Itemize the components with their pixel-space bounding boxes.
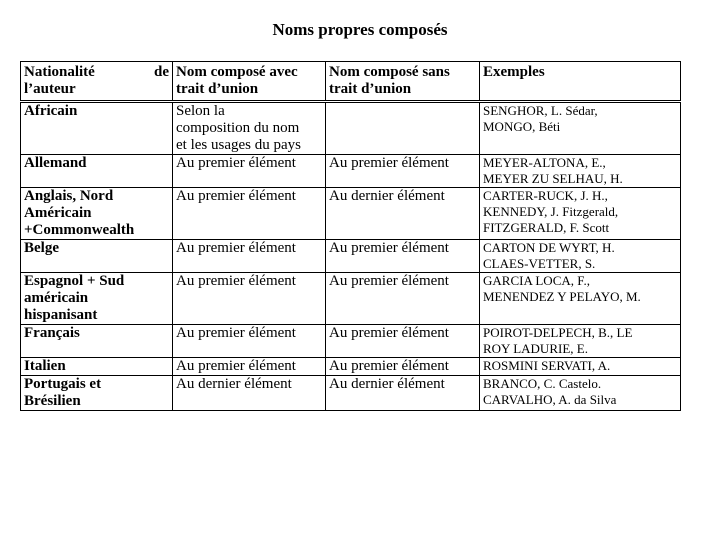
- table-row: [21, 358, 681, 376]
- table-body: [21, 102, 681, 411]
- header-nationality: [21, 62, 173, 102]
- cell-examples: BRANCO, C. Castelo. CARVALHO, A. da Silva: [480, 376, 681, 411]
- header-nationality-left: Nationalité: [24, 64, 95, 80]
- cell-without-hyphen: Au premier élément: [326, 273, 480, 325]
- cell-without-hyphen: Au premier élément: [326, 155, 480, 188]
- cell-examples: POIROT-DELPECH, B., LE ROY LADURIE, E.: [480, 325, 681, 358]
- cell-nationality: Espagnol + Sud américain hispanisant: [21, 273, 173, 325]
- cell-examples: SENGHOR, L. Sédar, MONGO, Béti: [480, 102, 681, 155]
- table-row: [21, 240, 681, 273]
- header-examples: Exemples: [480, 62, 681, 102]
- header-nationality-line1: [24, 64, 169, 81]
- cell-without-hyphen: Au dernier élément: [326, 376, 480, 411]
- table-header: [21, 62, 681, 102]
- cell-examples: MEYER-ALTONA, E., MEYER ZU SELHAU, H.: [480, 155, 681, 188]
- table-row: [21, 376, 681, 411]
- table-row: [21, 273, 681, 325]
- compound-names-table: [20, 61, 681, 411]
- cell-nationality: Anglais, Nord Américain +Commonwealth: [21, 188, 173, 240]
- cell-with-hyphen: Au premier élément: [173, 188, 326, 240]
- header-without-hyphen: Nom composé sans trait d’union: [326, 62, 480, 102]
- cell-nationality: Italien: [21, 358, 173, 376]
- table-row: [21, 325, 681, 358]
- cell-with-hyphen: Au premier élément: [173, 240, 326, 273]
- cell-nationality: Allemand: [21, 155, 173, 188]
- cell-without-hyphen: Au premier élément: [326, 358, 480, 376]
- table-row: [21, 188, 681, 240]
- cell-examples: ROSMINI SERVATI, A.: [480, 358, 681, 376]
- cell-nationality: Portugais et Brésilien: [21, 376, 173, 411]
- cell-without-hyphen: [326, 102, 480, 155]
- cell-nationality: Français: [21, 325, 173, 358]
- cell-with-hyphen: Au dernier élément: [173, 376, 326, 411]
- cell-with-hyphen: Au premier élément: [173, 358, 326, 376]
- cell-with-hyphen: Au premier élément: [173, 273, 326, 325]
- cell-with-hyphen: Selon la composition du nom et les usages du pays: [173, 102, 326, 155]
- cell-examples: GARCIA LOCA, F., MENENDEZ Y PELAYO, M.: [480, 273, 681, 325]
- header-nationality-right: de: [154, 64, 169, 80]
- cell-nationality: Belge: [21, 240, 173, 273]
- cell-without-hyphen: Au premier élément: [326, 240, 480, 273]
- table-row: [21, 155, 681, 188]
- cell-without-hyphen: Au dernier élément: [326, 188, 480, 240]
- cell-without-hyphen: Au premier élément: [326, 325, 480, 358]
- cell-with-hyphen: Au premier élément: [173, 155, 326, 188]
- header-nationality-line2: l’auteur: [24, 81, 76, 97]
- table-row: [21, 102, 681, 155]
- header-with-hyphen: Nom composé avec trait d’union: [173, 62, 326, 102]
- cell-examples: CARTON DE WYRT, H. CLAES-VETTER, S.: [480, 240, 681, 273]
- cell-examples: CARTER-RUCK, J. H., KENNEDY, J. Fitzgerald, FITZGERALD, F. Scott: [480, 188, 681, 240]
- cell-with-hyphen: Au premier élément: [173, 325, 326, 358]
- cell-nationality: Africain: [21, 102, 173, 155]
- header-row: [21, 62, 681, 102]
- page-title: Noms propres composés: [272, 20, 448, 39]
